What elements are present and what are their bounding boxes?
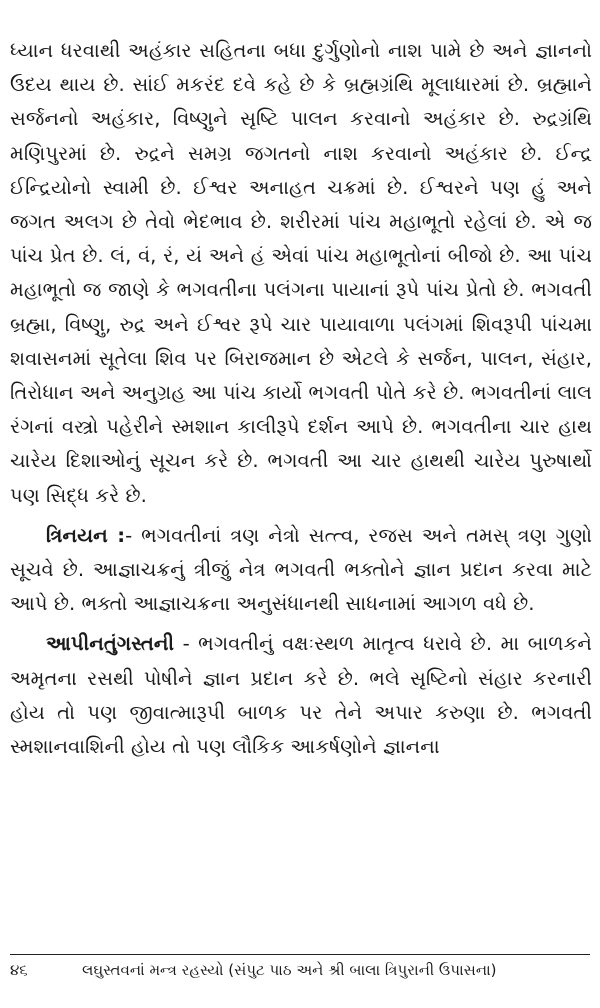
page-footer [10,958,590,982]
paragraph-1: ધ્યાન ધરવાથી અહંકાર સહિતના બધા દુર્ગુણોનો નાશ પામે છે અને જ્ઞાનનો ઉદય થાય છે. સાંઈ મકરંદ દવે કહે છે કે બ્રહ્મગ્રંથિ મૂલાધારમાં છે. બ્રહ્માને સર્જનનો અહંકાર, વિષ્ણુને સૃષ્ટિ પાલન કરવાનો અહંકાર છે. રુદ્રગ્રંથિ મણિપુરમાં છે. રુદ્રને સમગ્ર જગતનો નાશ કરવાનો અહંકાર છે. ઈન્દ્ર ઈન્દ્રિયોનો સ્વામી છે. ઈશ્વર અનાહત ચક્રમાં છે. ઈશ્વરને પણ હું અને જગત અલગ છે તેવો ભેદભાવ છે. શરીરમાં પાંચ મહાભૂતો રહેલાં છે. એ જ પાંચ પ્રેત છે. લં, વં, રં, યં અને હં એવાં પાંચ મહાભૂતોનાં બીજો છે. આ પાંચ મહાભૂતો જ જાણે કે ભગવતીના પલંગના પાયાનાં રૂપે પાંચ પ્રેતો છે. ભગવતી બ્રહ્મા, વિષ્ણુ, રુદ્ર અને ઈશ્વર રૂપે ચાર પાયાવાળા પલંગમાં શિવરૂપી પાંચમા શવાસનમાં સૂતેલા શિવ પર બિરાજમાન છે એટલે કે સર્જન, પાલન, સંહાર, તિરોધાન અને અનુગ્રહ આ પાંચ કાર્યો ભગવતી પોતે કરે છે. ભગવતીનાં લાલ રંગનાં વસ્ત્રો પહેરીને સ્મશાન કાલીરૂપે દર્શન આપે છે. ભગવતીના ચાર હાથ ચારેય દિશાઓનું સૂચન કરે છે. ભગવતી આ ચાર હાથથી ચારેય પુરુષાર્થો પણ સિદ્ધ કરે છે. [10,39,592,507]
page-number: ૪૬ [10,961,28,979]
footer-divider [10,954,590,955]
term-trinayan: ત્રિનયન : [46,523,126,547]
term-apinatungastani: આપીનતુંગસ્તની [46,632,175,656]
page-body [10,34,592,764]
paragraph-3 [10,627,592,764]
paragraph-2-text: - ભગવતીનાં ત્રણ નેત્રો સત્ત્વ, રજસ અને તમસ્ ત્રણ ગુણો સૂચવે છે. આજ્ઞાચક્રનું ત્રીજું નેત્ર ભગવતી ભક્તોને જ્ઞાન પ્રદાન કરવા માટે આપે છે. ભક્તો આજ્ઞાચક્રના અનુસંધાનથી સાધનામાં આગળ વધે છે. [10,523,593,616]
paragraph-3-text: - ભગવતીનું વક્ષઃસ્થળ માતૃત્વ ધરાવે છે. મા બાળકને અમૃતના રસથી પોષીને જ્ઞાન પ્રદાન કરે છે. ભલે સૃષ્ટિનો સંહાર કરનારી હોય તો પણ જીવાત્મારૂપી બાળક પર તેને અપાર કરુણા છે. ભગવતી સ્મશાનવાશિની હોય તો પણ લૌકિક આકર્ષણોને જ્ઞાનના [10,632,592,759]
paragraph-2 [10,519,592,622]
running-title: લઘુસ્તવનાં મન્ત્ર રહસ્યો (સંપુટ પાઠ અને શ્રી બાલા ત્રિપુરાની ઉપાસના) [82,961,497,979]
